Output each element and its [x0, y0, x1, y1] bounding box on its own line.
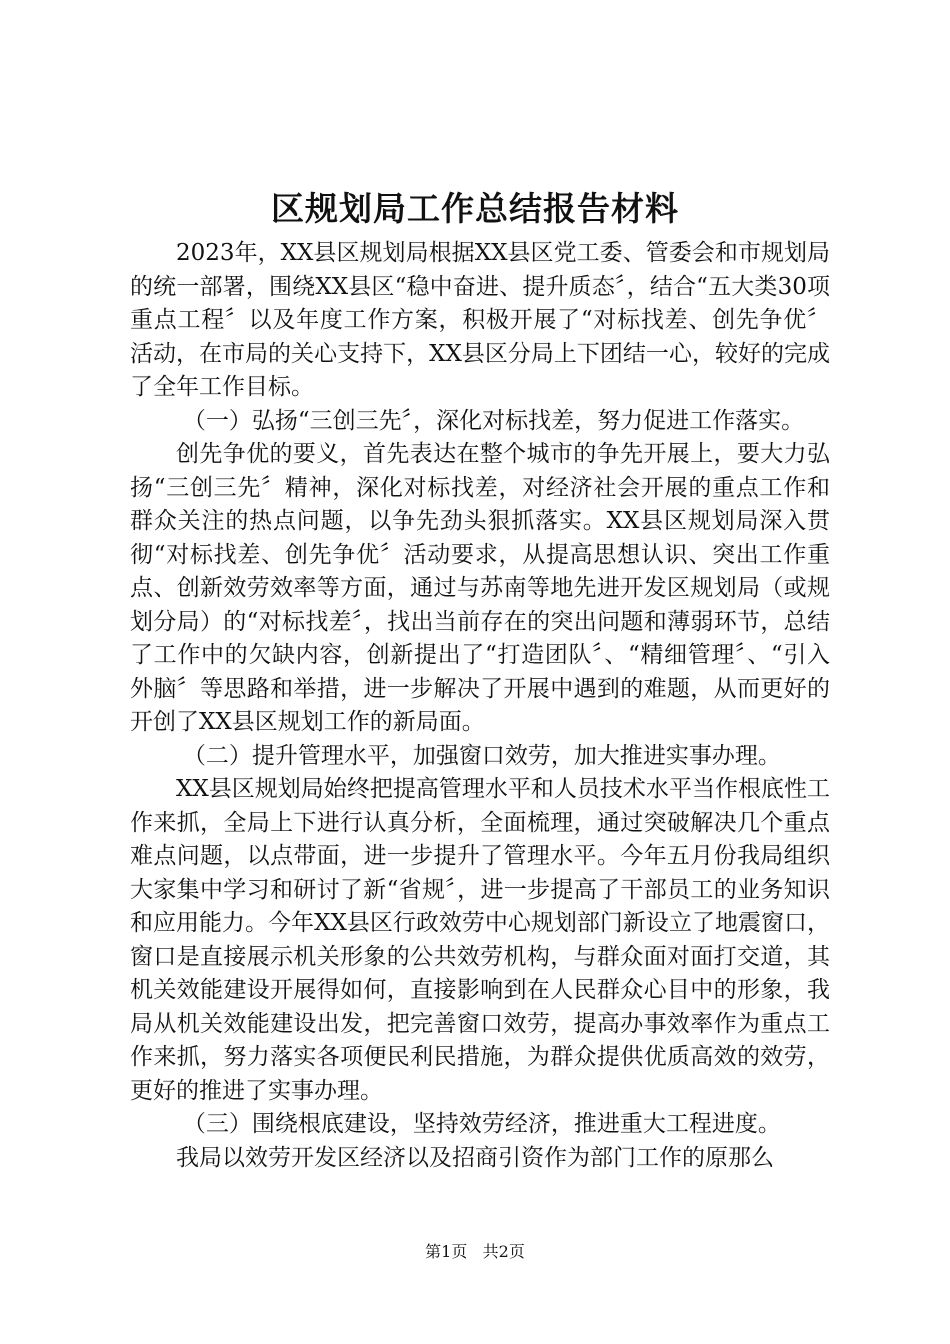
section-paragraph-2: XX县区规划局始终把提高管理水平和人员技术水平当作根底性工作来抓，全局上下进行认真分析，全面梳理，通过突破解决几个重点难点问题，以点带面，进一步提升了管理水平。今年五月份我局组织大家集中学习和研讨了新“省规〞，进一步提高了干部员工的业务知识和应用能力。今年XX县区行政效劳中心规划部门新设立了地震窗口，窗口是直接展示机关形象的公共效劳机构，与群众面对面打交道，其机关效能建设开展得如何，直接影响到在人民群众心目中的形象，我局从机关效能建设出发，把完善窗口效劳，提高办事效率作为重点工作来抓，努力落实各项便民利民措施，为群众提供优质高效的效劳，更好的推进了实事办理。	[130, 776, 830, 1104]
section-paragraph-3: 我局以效劳开发区经济以及招商引资作为部门工作的原那么	[176, 1144, 774, 1171]
section-heading-3: （三）围绕根底建设，坚持效劳经济，推进重大工程进度。	[182, 1111, 781, 1137]
section-heading-1: （一）弘扬“三创三先〞，深化对标找差，努力促进工作落实。	[182, 407, 805, 434]
total-pages: 共2页	[482, 1242, 525, 1261]
page-number: 第1页	[425, 1242, 468, 1261]
page-footer	[0, 1241, 950, 1263]
page-separator	[472, 1242, 477, 1261]
section-heading-2: （二）提升管理水平，加强窗口效劳，加大推进实事办理。	[182, 742, 781, 769]
section-paragraph-1: 创先争优的要义，首先表达在整个城市的争先开展上，要大力弘扬“三创三先〞精神，深化对标找差，对经济社会开展的重点工作和群众关注的热点问题，以争先劲头狠抓落实。XX县区规划局深入贯彻“对标找差、创先争优〞活动要求，从提高思想认识、突出工作重点、创新效劳效率等方面，通过与苏南等地先进开发区规划局（或规划分局）的“对标找差〞，找出当前存在的突出问题和薄弱环节，总结了工作中的欠缺内容，创新提出了“打造团队〞、“精细管理〞、“引入外脑〞等思路和举措，进一步解决了开展中遇到的难题，从而更好的开创了XX县区规划工作的新局面。	[130, 441, 830, 735]
intro-paragraph: 2023年，XX县区规划局根据XX县区党工委、管委会和市规划局的统一部署，围绕XX县区“稳中奋进、提升质态〞，结合“五大类30项重点工程〞以及年度工作方案，积极开展了“对标找差、创先争优〞活动，在市局的关心支持下，XX县区分局上下团结一心，较好的完成了全年工作目标。	[130, 240, 830, 400]
document-title: 区规划局工作总结报告材料	[271, 189, 679, 228]
document-body	[130, 237, 830, 1175]
